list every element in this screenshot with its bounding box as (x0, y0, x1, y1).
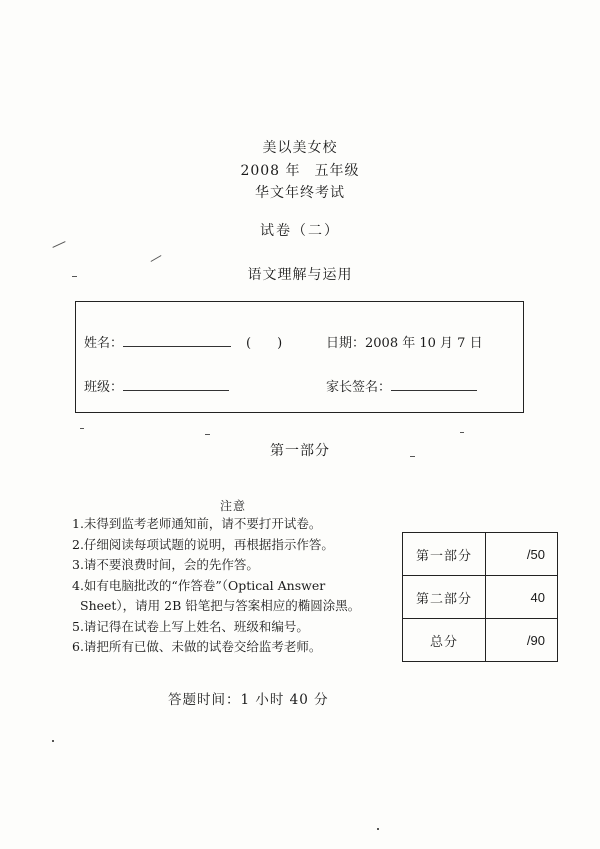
score-value: /50 (486, 533, 558, 576)
rule-item: 1.未得到监考老师通知前，请不要打开试卷。 (72, 516, 322, 531)
parent-signature-blank[interactable] (391, 389, 477, 391)
score-label: 总分 (403, 619, 486, 662)
parent-signature-field[interactable] (326, 376, 477, 395)
scan-speck (377, 828, 379, 830)
part-one-title: 第一部分 (270, 443, 330, 459)
date-field (326, 332, 483, 351)
exam-duration: 答题时间：1 小时 40 分 (168, 692, 329, 708)
class-blank[interactable] (123, 389, 229, 391)
parent-signature-label: 家长签名： (326, 380, 392, 395)
score-value: /90 (486, 619, 558, 662)
class-label: 班级： (84, 380, 124, 395)
exam-year: 2008 年 (240, 163, 301, 179)
rule-item: 4.如有电脑批改的“作答卷”（Optical Answer (72, 577, 326, 593)
scan-speck (52, 740, 54, 742)
rule-item: 2.仔细阅读每项试题的说明，再根据指示作答。 (72, 536, 334, 552)
class-field[interactable] (84, 376, 229, 395)
name-blank[interactable] (123, 345, 231, 347)
score-row (403, 619, 558, 662)
date-label: 日期： (326, 336, 366, 351)
score-table (402, 532, 558, 662)
grade-level: 五年级 (314, 163, 360, 179)
score-label: 第二部分 (403, 576, 486, 619)
date-value: 2008 年 10 月 7 日 (365, 336, 483, 351)
name-label: 姓名： (84, 336, 124, 351)
notice-title: 注意 (220, 499, 247, 513)
scan-speck (410, 456, 415, 457)
score-label: 第一部分 (403, 533, 486, 576)
year-grade-line (0, 160, 600, 180)
scan-speck (72, 276, 77, 277)
rule-item: 3.请不要浪费时间，会的先作答。 (72, 557, 259, 572)
paper-number: 试卷（二） (260, 223, 340, 239)
index-number-field[interactable]: ( ) (246, 336, 283, 351)
rule-item: 6.请把所有已做、未做的试卷交给监考老师。 (72, 639, 322, 654)
scan-speck (151, 255, 162, 262)
scan-speck (52, 241, 65, 248)
subject-title: 语文理解与运用 (247, 267, 353, 283)
scan-speck (80, 428, 84, 429)
scan-speck (205, 434, 210, 435)
notice-rules (72, 514, 402, 658)
rule-item: 5.请记得在试卷上写上姓名、班级和编号。 (72, 618, 309, 634)
student-info-box (75, 301, 524, 413)
school-name: 美以美女校 (262, 140, 338, 156)
exam-title: 华文年终考试 (255, 185, 345, 201)
name-field[interactable] (84, 332, 231, 351)
score-row (403, 576, 558, 619)
rule-item-continued: Sheet），请用 2B 铅笔把与答案相应的椭圆涂黑。 (80, 598, 361, 613)
score-value: 40 (486, 576, 558, 619)
score-row (403, 533, 558, 576)
scan-speck (460, 432, 464, 433)
